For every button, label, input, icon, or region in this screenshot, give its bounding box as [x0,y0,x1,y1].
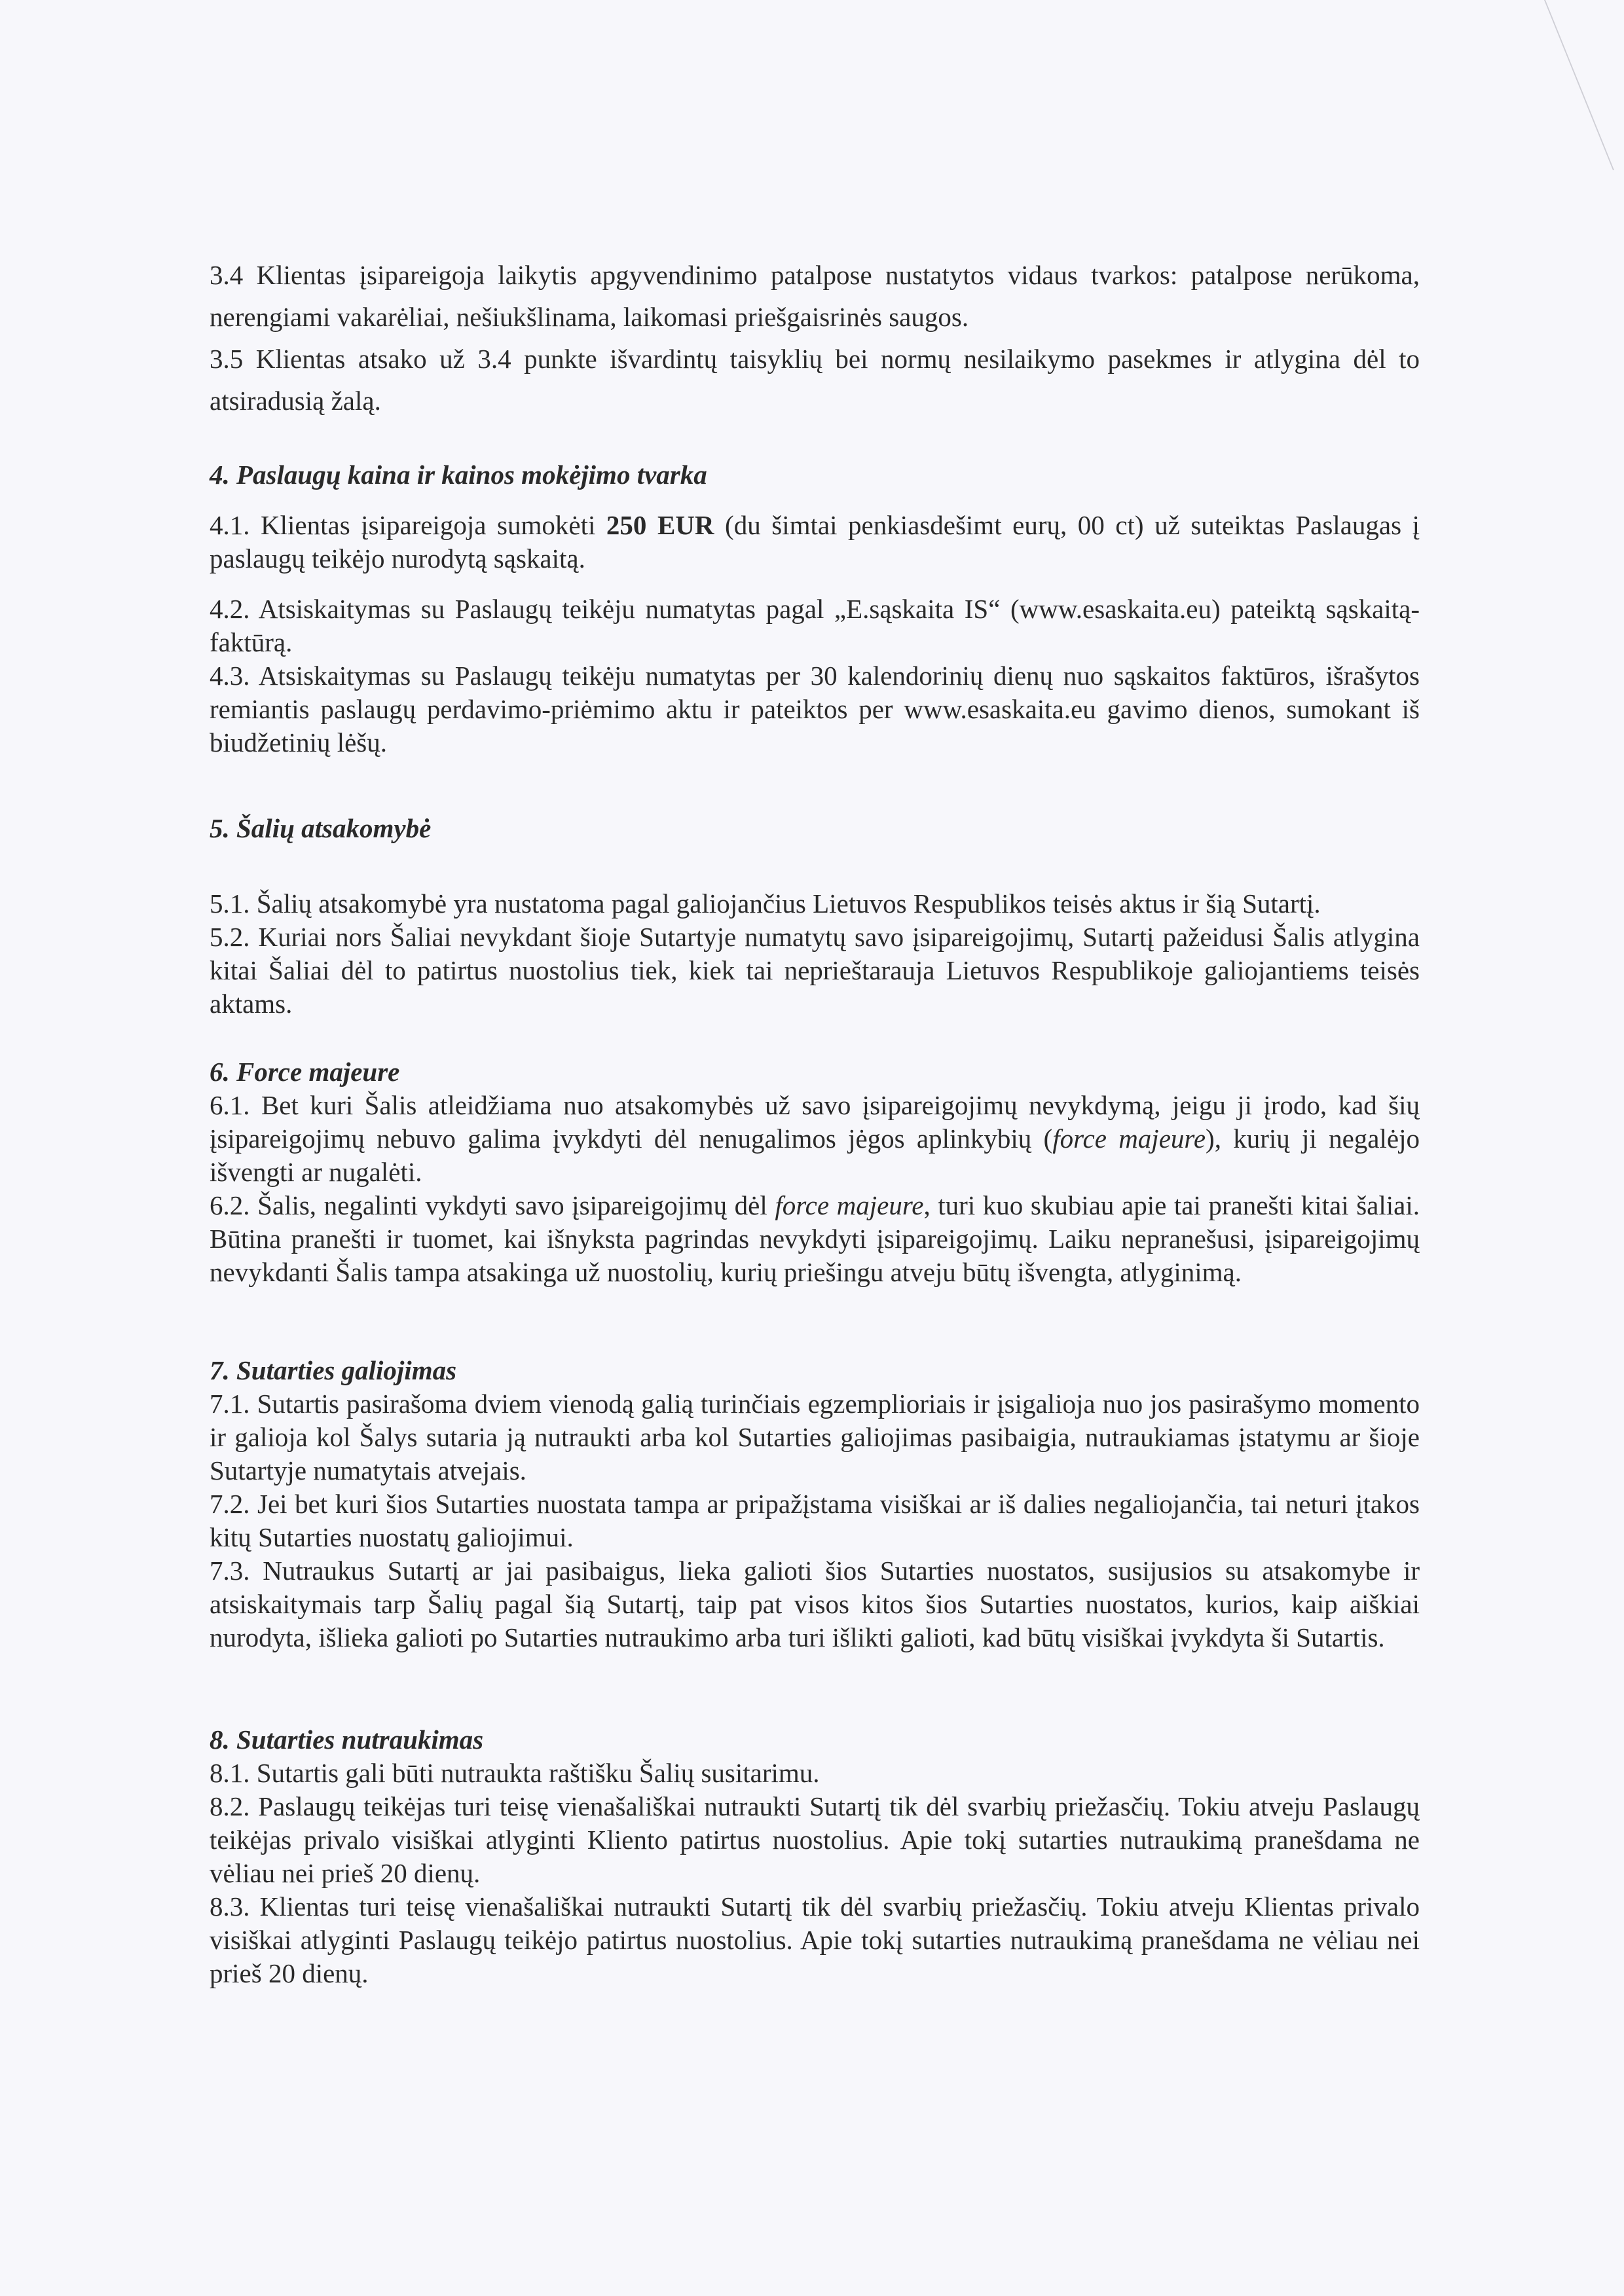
clause-7-2: 7.2. Jei bet kuri šios Sutarties nuostata tampa ar pripažįstama visiškai ar iš dalies negaliojančia, tai neturi įtakos kitų Sutarties nuostatų galiojimui. [210,1489,1420,1552]
section-3-continued [210,254,1420,422]
clause-8-3: 8.3. Klientas turi teisę vienašališkai nutraukti Sutartį tik dėl svarbių priežasčių. Tokiu atveju Klientas privalo visiškai atlyginti Paslaugų teikėjo patirtus nuostolius. Apie tokį sutarties nutraukimą pranešdama ne vėliau nei prieš 20 dienų. [210,1891,1420,1988]
clause-5-2: 5.2. Kuriai nors Šaliai nevykdant šioje Sutartyje numatytų savo įsipareigojimų, Sutartį pažeidusi Šalis atlygina kitai Šaliai dėl to patirtus nuostolius tiek, kiek tai neprieštarauja Lietuvos Respublikoje galiojantiems teisės aktams. [210,922,1420,1019]
clause-4-1-text-rest: (du šimtai penkiasdešimt eurų, 00 ct) už suteiktas Paslaugas į paslaugų teikėjo nurodytą sąskaitą. [210,510,1420,574]
clause-8-2: 8.2. Paslaugų teikėjas turi teisę vienašališkai nutraukti Sutartį tik dėl svarbių priežasčių. Tokiu atveju Paslaugų teikėjas privalo visiškai atlyginti Kliento patirtus nuostolius. Apie tokį sutarties nutraukimą pranešdama ne vėliau nei prieš 20 dienų. [210,1791,1420,1888]
clause-5-1: 5.1. Šalių atsakomybė yra nustatoma pagal galiojančius Lietuvos Respublikos teisės aktus ir šią Sutartį. [210,888,1321,919]
section-4-heading: 4. Paslaugų kaina ir kainos mokėjimo tvarka [210,460,707,490]
clause-6-2-text-rest: , turi kuo skubiau apie tai pranešti kitai šaliai. Būtina pranešti ir tuomet, kai išnyksta pagrindas nevykdyti įsipareigojimų. Laiku nepranešusi, įsipareigojimų nevykdanti Šalis tampa atsakinga už nuostolių, kurių priešingu atveju būtų išvengta, atlyginimą. [210,1190,1420,1287]
clause-7-1: 7.1. Sutartis pasirašoma dviem vienodą galią turinčiais egzemplioriais ir įsigalioja nuo jos pasirašymo momento ir galioja kol Šalys sutaria ją nutraukti arba kol Sutarties galiojimas pasibaigia, nutraukiamas įstatymu ar šioje Sutartyje numatytais atvejais. [210,1389,1420,1485]
clause-6-1-text-rest: ), kurių ji negalėjo išvengti ar nugalėti. [210,1123,1420,1187]
clause-4-2: 4.2. Atsiskaitymas su Paslaugų teikėju numatytas pagal „E.sąskaita IS“ (www.esaskaita.eu) pateiktą sąskaitą-faktūrą. [210,594,1420,657]
price-amount: 250 EUR [606,510,714,540]
clause-7-3: 7.3. Nutraukus Sutartį ar jai pasibaigus, lieka galioti šios Sutarties nuostatos, susijusios su atsakomybe ir atsiskaitymais tarp Šalių pagal šią Sutartį, taip pat visos kitos šios Sutarties nuostatos, kurios, kaip aiškiai nurodyta, išlieka galioti po Sutarties nutraukimo arba turi išlikti galioti, kad būtų visiškai įvykdyta ši Sutartis. [210,1556,1420,1652]
clause-4-3: 4.3. Atsiskaitymas su Paslaugų teikėju numatytas per 30 kalendorinių dienų nuo sąskaitos faktūros, išrašytos remiantis paslaugų perdavimo-priėmimo aktu ir pateiktos per www.esaskaita.eu gavimo dienos, sumokant iš biudžetinių lėšų. [210,661,1420,757]
section-6-heading: 6. Force majeure [210,1057,400,1087]
section-4 [210,458,1420,759]
section-8 [210,1723,1420,1990]
clause-6-2 [210,1189,1420,1289]
clause-8-1: 8.1. Sutartis gali būti nutraukta raštišku Šalių susitarimu. [210,1758,820,1788]
force-majeure-term: force majeure [775,1190,924,1220]
clause-6-1 [210,1089,1420,1189]
clause-6-2-text: 6.2. Šalis, negalinti vykdyti savo įsipareigojimų dėl [210,1190,775,1220]
section-5 [210,812,1420,1021]
force-majeure-term: force majeure [1052,1123,1206,1154]
section-6 [210,1055,1420,1289]
clause-4-1 [210,509,1420,575]
page-edge-shadow [1544,0,1624,170]
clause-4-1-text: 4.1. Klientas įsipareigoja sumokėti [210,510,606,540]
section-7 [210,1354,1420,1654]
section-5-heading: 5. Šalių atsakomybė [210,813,432,843]
section-7-heading: 7. Sutarties galiojimas [210,1355,457,1385]
section-8-heading: 8. Sutarties nutraukimas [210,1724,484,1755]
clause-6-1-text: 6.1. Bet kuri Šalis atleidžiama nuo atsakomybės už savo įsipareigojimų nevykdymą, jeigu ji įrodo, kad šių įsipareigojimų nebuvo galima įvykdyti dėl nenugalimos jėgos aplinkybių ( [210,1090,1420,1154]
clause-3-5: 3.5 Klientas atsako už 3.4 punkte išvardintų taisyklių bei normų nesilaikymo pasekmes ir atlygina dėl to atsiradusią žalą. [210,344,1420,416]
clause-3-4: 3.4 Klientas įsipareigoja laikytis apgyvendinimo patalpose nustatytos vidaus tvarkos: patalpose nerūkoma, nerengiami vakarėliai, nešiukšlinama, laikomasi priešgaisrinės saugos. [210,260,1420,332]
